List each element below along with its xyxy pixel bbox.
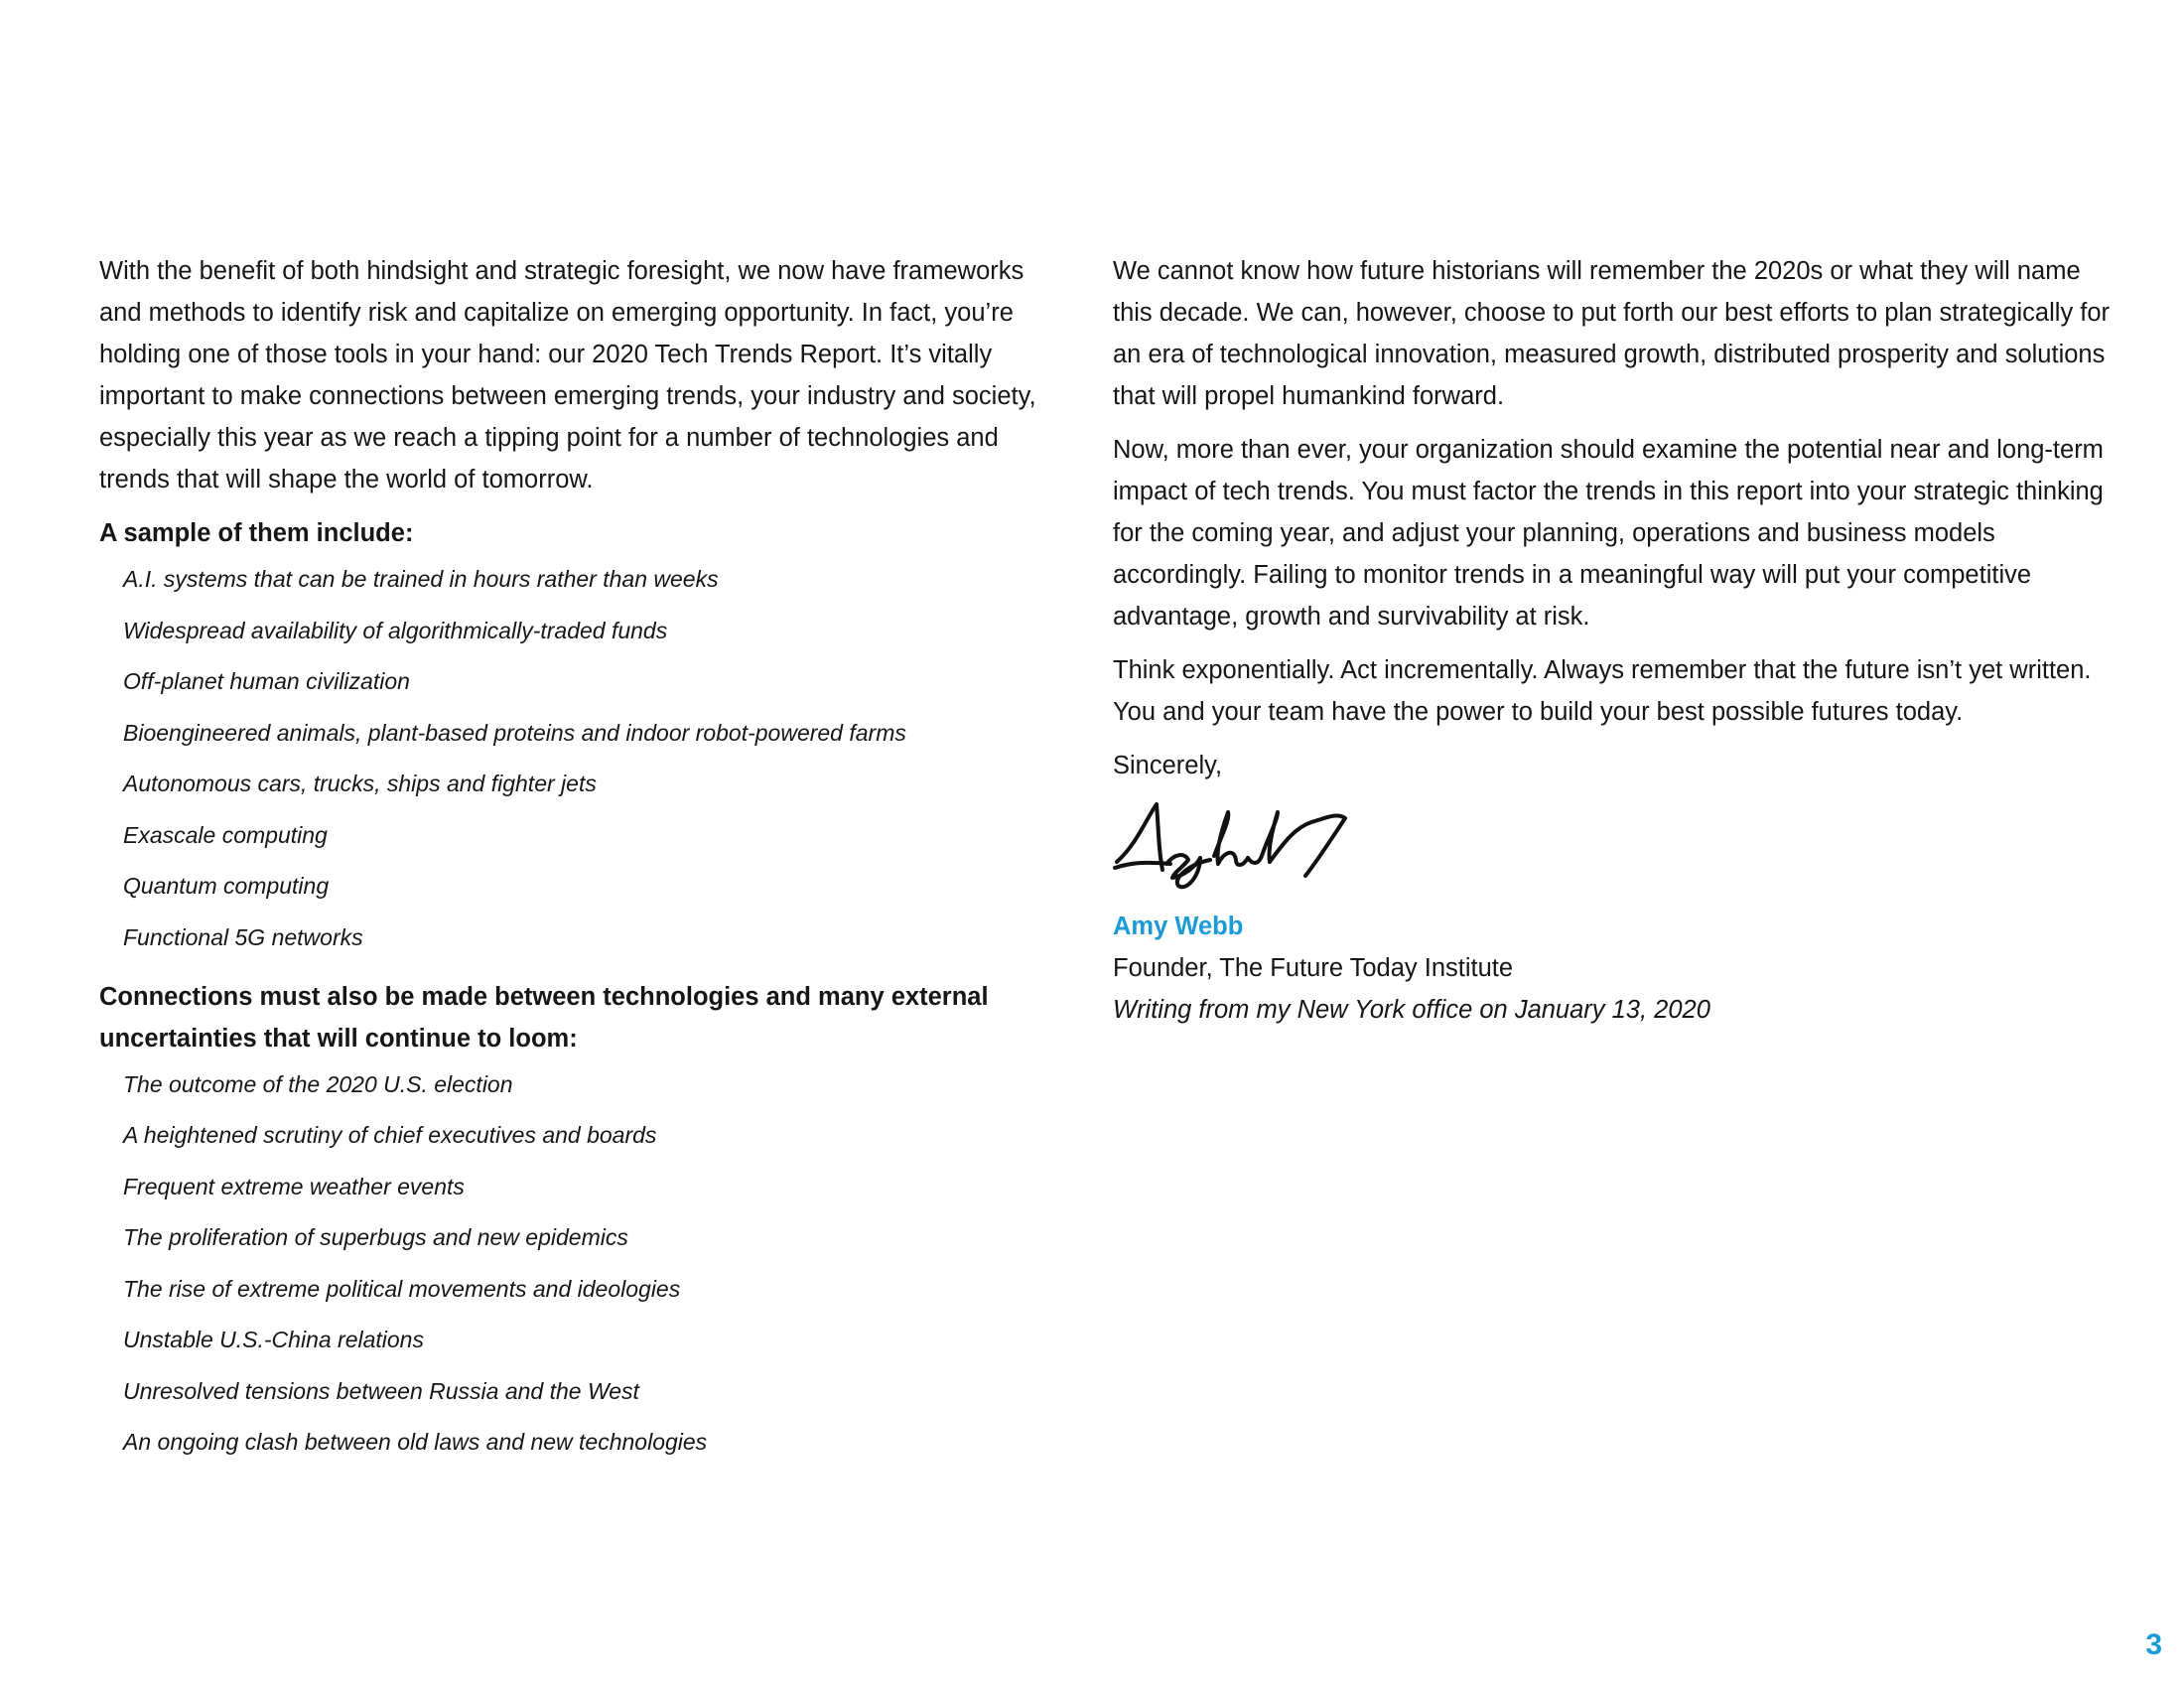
uncertainties-heading: Connections must also be made between technologies and many external uncertainties that will continue to loom: <box>99 982 989 1053</box>
list-item: Quantum computing <box>123 873 330 899</box>
list-item: Unresolved tensions between Russia and the West <box>123 1377 639 1404</box>
uncertainties-list <box>99 1067 1072 1460</box>
list-item: Unstable U.S.-China relations <box>123 1327 424 1352</box>
body-paragraph: Now, more than ever, your organization should examine the potential near and long-term impact of tech trends. You must factor the trends in this report into your strategic thinking for the coming year, and adjust your planning, operations and business models accordingly. Failing to monitor trends in a meaningful way will put your competitive advantage, growth and survivability at risk. <box>1113 436 2104 631</box>
closing: Sincerely, <box>1113 752 1223 779</box>
body-paragraph: Think exponentially. Act incrementally. Always remember that the future isn’t yet written. You and your team have the power to build your best possible futures today. <box>1113 656 2092 726</box>
author-title: Founder, The Future Today Institute <box>1113 954 1514 982</box>
intro-paragraph: With the benefit of both hindsight and strategic foresight, we now have frameworks and methods to identify risk and capitalize on emerging opportunity. In fact, you’re holding one of those tools in your hand: our 2020 Tech Trends Report. It’s vitally important to make connections between emerging trends, your industry and society, especially this year as we reach a tipping point for a number of technologies and trends that will shape the world of tomorrow. <box>99 257 1036 493</box>
sample-heading: A sample of them include: <box>99 519 414 547</box>
list-item: A heightened scrutiny of chief executives and boards <box>123 1122 657 1148</box>
list-item: Functional 5G networks <box>123 923 363 950</box>
list-item: Off-planet human civilization <box>123 668 410 694</box>
list-item: Bioengineered animals, plant-based proteins and indoor robot-powered farms <box>123 719 906 746</box>
list-item: Exascale computing <box>123 821 328 848</box>
sample-list <box>99 562 1072 954</box>
list-item: Autonomous cars, trucks, ships and fighter jets <box>123 771 597 796</box>
author-note: Writing from my New York office on January 13, 2020 <box>1113 996 1710 1024</box>
list-item: The proliferation of superbugs and new epidemics <box>123 1224 628 1250</box>
list-item: Frequent extreme weather events <box>123 1173 465 1199</box>
list-item: The rise of extreme political movements and ideologies <box>123 1275 681 1302</box>
right-column <box>1113 250 2116 1031</box>
body-paragraph: We cannot know how future historians will remember the 2020s or what they will name this decade. We can, however, choose to put forth our best efforts to plan strategically for an era of technological innovation, measured growth, distributed prosperity and solutions that will propel humankind forward. <box>1113 257 2111 410</box>
author-name: Amy Webb <box>1113 913 1244 940</box>
list-item: An ongoing clash between old laws and new technologies <box>123 1429 708 1455</box>
list-item: A.I. systems that can be trained in hours rather than weeks <box>123 566 719 592</box>
list-item: The outcome of the 2020 U.S. election <box>123 1070 513 1097</box>
list-item: Widespread availability of algorithmically-traded funds <box>123 617 668 643</box>
left-column <box>99 250 1072 1459</box>
signature-icon <box>1113 798 1351 898</box>
page-number: 3 <box>2145 1628 2162 1661</box>
